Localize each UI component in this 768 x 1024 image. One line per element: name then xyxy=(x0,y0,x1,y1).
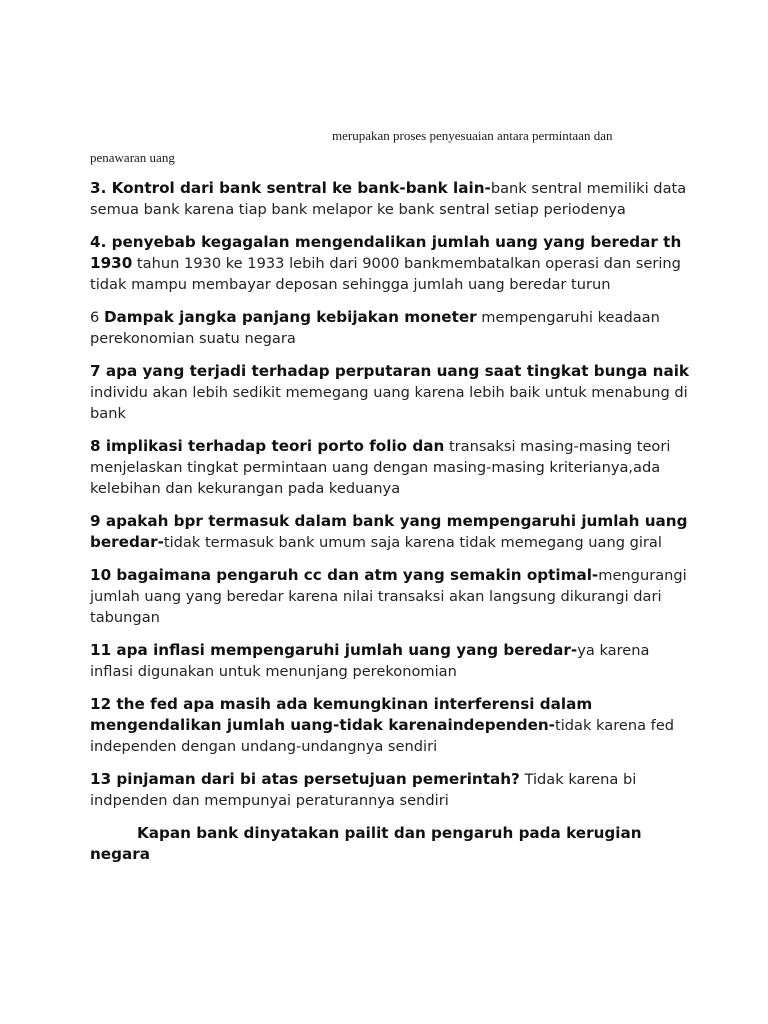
qa-item-9 xyxy=(90,511,690,553)
intro-text-line-1: merupakan proses penyesuaian antara permintaan dan xyxy=(332,128,613,143)
qa-item-7 xyxy=(90,361,690,424)
qa-item-12 xyxy=(90,694,690,757)
answer-text: Tidak karena bi indpenden dan mempunyai peraturannya sendiri xyxy=(90,771,637,809)
qa-item-11 xyxy=(90,640,690,682)
question-text: 4. penyebab kegagalan mengendalikan jumlah uang yang beredar th 1930 xyxy=(90,233,682,272)
question-text: Dampak jangka panjang kebijakan moneter xyxy=(103,308,477,326)
question-text: 10 bagaimana pengaruh cc dan atm yang semakin optimal- xyxy=(90,566,599,584)
answer-text: transaksi masing-masing teori menjelaskan tingkat permintaan uang dengan masing-masing kriterianya,ada kelebihan dan kekurangan pada keduanya xyxy=(90,438,671,497)
answer-text: individu akan lebih sedikit memegang uang karena lebih baik untuk menabung di bank xyxy=(90,384,688,422)
question-text: 9 apakah bpr termasuk dalam bank yang mempengaruhi jumlah uang beredar- xyxy=(90,512,688,551)
answer-text: mengurangi jumlah uang yang beredar karena nilai transaksi akan langsung dikurangi dari tabungan xyxy=(90,567,687,626)
answer-text: mempengaruhi keadaan perekonomian suatu negara xyxy=(90,309,660,347)
intro-text-line-2: penawaran uang xyxy=(90,150,175,165)
answer-text: tidak termasuk bank umum saja karena tidak memegang uang giral xyxy=(163,534,662,551)
closing-question: Kapan bank dinyatakan pailit dan pengaruh pada kerugian negara xyxy=(90,824,642,863)
answer-text: tidak karena fed independen dengan undang-undangnya sendiri xyxy=(90,717,675,755)
qa-item-6 xyxy=(90,307,690,349)
qa-list xyxy=(90,178,690,865)
question-text: 11 apa inflasi mempengaruhi jumlah uang yang beredar- xyxy=(90,641,578,659)
question-text: 13 pinjaman dari bi atas persetujuan pemerintah? xyxy=(90,770,520,788)
answer-text: bank sentral memiliki data semua bank karena tiap bank melapor ke bank sentral setiap periodenya xyxy=(90,180,687,218)
qa-item-8 xyxy=(90,436,690,499)
question-text: 7 apa yang terjadi terhadap perputaran uang saat tingkat bunga naik xyxy=(90,362,690,380)
qa-item-4 xyxy=(90,232,690,295)
item-number: 6 xyxy=(90,309,104,326)
qa-item-13 xyxy=(90,769,690,811)
qa-item-3 xyxy=(90,178,690,220)
answer-text: tahun 1930 ke 1933 lebih dari 9000 bankmembatalkan operasi dan sering tidak mampu membayar deposan sehingga jumlah uang beredar turun xyxy=(90,255,681,293)
answer-text: ya karena inflasi digunakan untuk menunjang perekonomian xyxy=(90,642,650,680)
question-text: 3. Kontrol dari bank sentral ke bank-bank lain- xyxy=(90,179,491,197)
qa-item-10 xyxy=(90,565,690,628)
question-text: 8 implikasi terhadap teori porto folio dan xyxy=(90,437,445,455)
question-text: 12 the fed apa masih ada kemungkinan interferensi dalam mengendalikan jumlah uang-tidak karenaindependen- xyxy=(90,695,593,734)
